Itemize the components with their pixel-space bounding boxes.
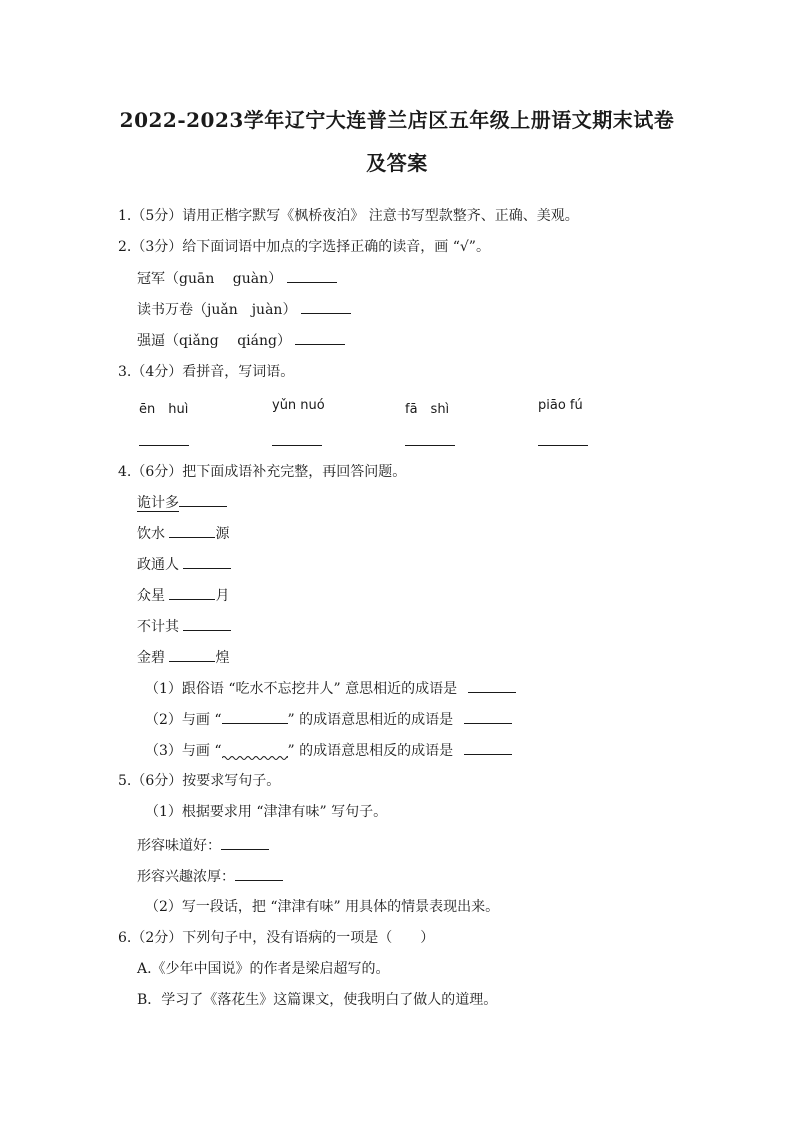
pinyin-4: piāo fú: [538, 398, 583, 413]
question-6-option-a: A.《少年中国说》的作者是梁启超写的。: [137, 961, 390, 977]
question-2-item-2: [137, 299, 351, 320]
pinyin-answer-blank-3[interactable]: [405, 444, 455, 446]
question-4-sub-1: [145, 678, 516, 699]
sub-text: （1）跟俗语 “吃水不忘挖井人” 意思相近的成语是: [145, 681, 458, 697]
question-2-item-3: [137, 330, 345, 351]
question-2: 2.（3分）给下面词语中加点的字选择正确的读音，画 “√”。: [118, 239, 490, 255]
question-5-sub-1: （1）根据要求用 “津津有味” 写句子。: [145, 804, 388, 820]
pinyin-answer-blank-2[interactable]: [272, 444, 322, 446]
idiom-blank[interactable]: [183, 554, 231, 569]
item-text: 强逼（qiǎng qiáng）: [137, 333, 291, 349]
idiom-text: 诡计多: [137, 495, 179, 511]
idiom-text-end: 源: [215, 526, 230, 542]
answer-blank[interactable]: [235, 866, 283, 881]
idiom-blank[interactable]: [183, 616, 231, 631]
idiom-1: [137, 492, 227, 513]
pinyin-answer-blank-4[interactable]: [538, 444, 588, 446]
sub-text-end: ” 的成语意思相反的成语是: [287, 743, 454, 759]
idiom-3: [137, 554, 231, 575]
idiom-blank[interactable]: [169, 585, 215, 600]
idiom-blank[interactable]: [179, 492, 227, 507]
question-5-line-1: [137, 835, 269, 856]
document-title-line2: 及答案: [366, 151, 428, 175]
straight-underline-marker: [222, 709, 288, 724]
idiom-text: 政通人: [137, 557, 184, 573]
idiom-text-end: 煌: [215, 650, 230, 666]
document-title-line1: 2022-2023学年辽宁大连普兰店区五年级上册语文期末试卷: [119, 108, 675, 132]
idiom-6: [137, 647, 229, 668]
idiom-text: 金碧: [137, 650, 170, 666]
idiom-text-end: 月: [215, 588, 230, 604]
line-label: 形容兴趣浓厚：: [137, 869, 235, 885]
question-4: 4.（6分）把下面成语补充完整，再回答问题。: [118, 464, 407, 480]
sub-text: （2）与画 “: [145, 712, 222, 728]
question-2-item-1: [137, 268, 337, 289]
line-label: 形容味道好：: [137, 838, 221, 854]
sub-text-end: ” 的成语意思相近的成语是: [287, 712, 454, 728]
question-3: 3.（4分）看拼音，写词语。: [118, 364, 295, 380]
answer-blank[interactable]: [464, 740, 512, 755]
idiom-4: [137, 585, 229, 606]
question-5-line-2: [137, 866, 283, 887]
answer-blank[interactable]: [287, 268, 337, 283]
pinyin-answer-blank-1[interactable]: [139, 444, 189, 446]
sub-text: （3）与画 “: [145, 743, 222, 759]
pinyin-2: yǔn nuó: [272, 398, 325, 413]
answer-blank[interactable]: [301, 299, 351, 314]
idiom-5: [137, 616, 231, 637]
question-5-sub-2: （2）写一段话，把 “津津有味” 用具体的情景表现出来。: [145, 899, 500, 915]
idiom-blank[interactable]: [169, 647, 215, 662]
answer-blank[interactable]: [295, 330, 345, 345]
pinyin-3: fā shì: [405, 402, 450, 417]
item-text: 冠军（guān guàn）: [137, 271, 283, 287]
idiom-text: 饮水: [137, 526, 170, 542]
pinyin-1: ēn huì: [139, 402, 189, 417]
question-4-sub-3: [145, 740, 512, 761]
idiom-2: [137, 523, 229, 544]
answer-blank[interactable]: [221, 835, 269, 850]
idiom-blank[interactable]: [169, 523, 215, 538]
answer-blank[interactable]: [468, 678, 516, 693]
question-4-sub-2: [145, 709, 512, 730]
item-text: 读书万卷（juǎn juàn）: [137, 302, 297, 318]
question-6: 6.（2分）下列句子中，没有语病的一项是（ ）: [118, 930, 435, 946]
idiom-text: 不计其: [137, 619, 184, 635]
answer-blank[interactable]: [464, 709, 512, 724]
idiom-text: 众星: [137, 588, 170, 604]
question-5: 5.（6分）按要求写句子。: [118, 773, 281, 789]
question-1: 1.（5分）请用正楷字默写《枫桥夜泊》 注意书写型款整齐、正确、美观。: [118, 208, 579, 224]
question-6-option-b: B．学习了《落花生》这篇课文，使我明白了做人的道理。: [137, 992, 498, 1008]
wavy-underline-marker: [222, 745, 288, 761]
